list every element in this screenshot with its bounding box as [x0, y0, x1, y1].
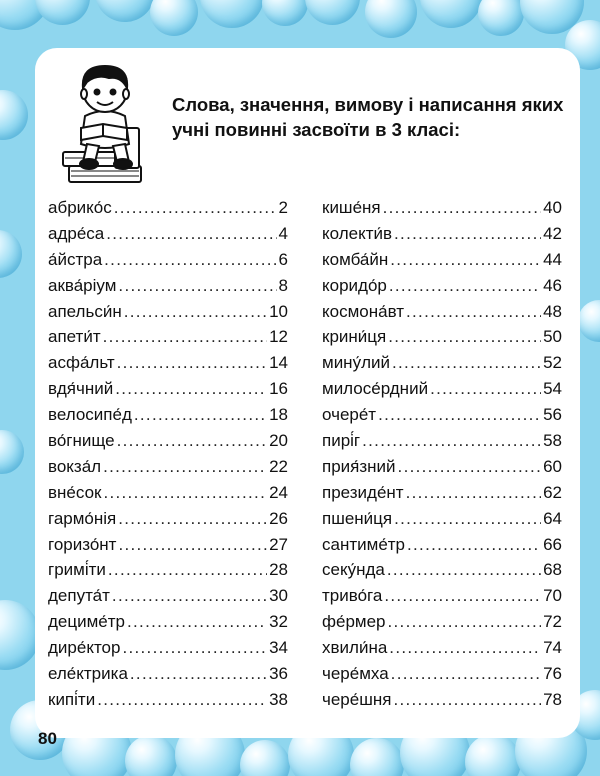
index-entry: [322, 276, 562, 302]
index-entry: [48, 483, 288, 509]
dot-leader: [394, 224, 541, 244]
index-entry: [322, 664, 562, 690]
index-entry: [322, 379, 562, 405]
index-page-number: 68: [543, 560, 562, 580]
index-word: дециме́тр: [48, 612, 125, 632]
bubble-decoration: [200, 0, 264, 28]
dot-leader: [97, 690, 267, 710]
dot-leader: [106, 224, 276, 244]
dot-leader: [378, 405, 541, 425]
index-page-number: 4: [278, 223, 288, 243]
index-word: прия́зний: [322, 456, 396, 476]
index-page-number: 56: [543, 405, 562, 425]
dot-leader: [118, 276, 276, 296]
index-entry: [48, 638, 288, 664]
index-word: хвили́на: [322, 638, 388, 658]
bubble-decoration: [150, 0, 198, 36]
dot-leader: [114, 198, 277, 218]
index-entry: [322, 509, 562, 535]
index-entry: [48, 457, 288, 483]
boy-reading-illustration: [57, 58, 167, 186]
index-word: гармо́нія: [48, 508, 117, 528]
index-word: колекти́в: [322, 223, 393, 243]
index-entry: [48, 250, 288, 276]
bubble-decoration: [35, 0, 90, 25]
index-page-number: 10: [269, 301, 288, 321]
index-page-number: 66: [543, 534, 562, 554]
index-word: фе́рмер: [322, 612, 386, 632]
dot-leader: [118, 509, 267, 529]
index-word: чере́мха: [322, 664, 389, 684]
bubble-decoration: [305, 0, 360, 25]
dot-leader: [124, 302, 267, 322]
index-word: абрико́с: [48, 198, 112, 217]
index-word: чере́шня: [322, 689, 392, 709]
index-page-number: 12: [269, 327, 288, 347]
index-word: комба́йн: [322, 249, 389, 269]
index-entry: [48, 276, 288, 302]
dot-leader: [393, 690, 541, 710]
index-page-number: 42: [543, 223, 562, 243]
dot-leader: [394, 509, 541, 529]
index-word: гримі́ти: [48, 560, 106, 580]
index-page-number: 26: [269, 508, 288, 528]
index-page-number: 18: [269, 405, 288, 425]
index-page-number: 40: [543, 198, 562, 217]
index-entry: [322, 612, 562, 638]
bubble-decoration: [0, 230, 22, 278]
dot-leader: [391, 664, 541, 684]
bubble-decoration: [420, 0, 482, 28]
index-page-number: 72: [543, 612, 562, 632]
index-word: секу́нда: [322, 560, 385, 580]
dot-leader: [108, 560, 267, 580]
index-page-number: 8: [278, 275, 288, 295]
index-word: космона́вт: [322, 301, 405, 321]
index-entry: [322, 224, 562, 250]
word-index-right-column: [322, 198, 562, 716]
dot-leader: [130, 664, 267, 684]
dot-leader: [118, 535, 267, 555]
index-page-number: 24: [269, 482, 288, 502]
dot-leader: [127, 612, 267, 632]
index-entry: [48, 560, 288, 586]
index-entry: [322, 353, 562, 379]
dot-leader: [389, 276, 541, 296]
bubble-decoration: [350, 738, 404, 776]
index-page-number: 16: [269, 379, 288, 399]
index-word: триво́га: [322, 586, 383, 606]
index-entry: [322, 638, 562, 664]
index-page-number: 36: [269, 664, 288, 684]
index-page-number: 2: [278, 198, 288, 217]
index-entry: [48, 224, 288, 250]
index-word: очере́т: [322, 405, 377, 425]
index-entry: [322, 690, 562, 716]
bubble-decoration: [0, 600, 40, 670]
index-word: сантиме́тр: [322, 534, 406, 554]
index-entry: [322, 302, 562, 328]
index-word: горизо́нт: [48, 534, 117, 554]
bubble-decoration: [125, 735, 177, 776]
index-word: президе́нт: [322, 482, 404, 502]
dot-leader: [387, 560, 541, 580]
index-page-number: 64: [543, 508, 562, 528]
dot-leader: [134, 405, 267, 425]
index-word: апети́т: [48, 327, 101, 347]
index-entry: [322, 198, 562, 224]
dot-leader: [362, 431, 541, 451]
index-entry: [48, 198, 288, 224]
index-entry: [322, 535, 562, 561]
bubble-decoration: [262, 0, 308, 26]
index-entry: [48, 509, 288, 535]
index-page-number: 44: [543, 249, 562, 269]
title-line-2: учні повинні засвоїти в 3 класі:: [172, 119, 461, 140]
index-entry: [48, 535, 288, 561]
index-entry: [322, 431, 562, 457]
index-page-number: 60: [543, 456, 562, 476]
bubble-decoration: [0, 90, 28, 140]
index-word: пшени́ця: [322, 508, 393, 528]
page-number: 80: [38, 729, 57, 748]
index-page-number: 14: [269, 353, 288, 373]
index-entry: [322, 457, 562, 483]
index-word: вне́сок: [48, 482, 102, 502]
index-page-number: 27: [269, 534, 288, 554]
index-page-number: 34: [269, 638, 288, 658]
index-word: кипі́ти: [48, 689, 96, 709]
index-word: мину́лий: [322, 353, 390, 373]
index-word: милосе́рдний: [322, 379, 429, 399]
index-page-number: 74: [543, 638, 562, 658]
index-entry: [48, 431, 288, 457]
bubble-decoration: [240, 740, 290, 776]
dot-leader: [117, 353, 267, 373]
dot-leader: [104, 250, 276, 270]
index-entry: [48, 353, 288, 379]
index-word: еле́ктрика: [48, 664, 128, 684]
index-entry: [48, 405, 288, 431]
dot-leader: [103, 457, 267, 477]
index-word: дире́ктор: [48, 638, 121, 658]
index-word: депута́т: [48, 586, 110, 606]
dot-leader: [122, 638, 267, 658]
dot-leader: [112, 586, 267, 606]
index-word: крини́ця: [322, 327, 387, 347]
dot-leader: [103, 483, 267, 503]
dot-leader: [117, 431, 267, 451]
index-entry: [322, 250, 562, 276]
index-page-number: 28: [269, 560, 288, 580]
index-page-number: 32: [269, 612, 288, 632]
dot-leader: [103, 327, 267, 347]
index-entry: [48, 379, 288, 405]
index-entry: [48, 586, 288, 612]
dot-leader: [384, 586, 541, 606]
index-word: а́йстра: [48, 249, 103, 269]
index-word: асфа́льт: [48, 353, 115, 373]
word-index-left-column: [48, 198, 288, 716]
dot-leader: [430, 379, 541, 399]
dot-leader: [383, 198, 541, 218]
index-page-number: 70: [543, 586, 562, 606]
dot-leader: [388, 612, 542, 632]
index-word: велосипе́д: [48, 405, 132, 425]
index-entry: [322, 483, 562, 509]
index-word: адре́са: [48, 223, 105, 243]
index-page-number: 38: [269, 689, 288, 709]
index-page-number: 22: [269, 456, 288, 476]
index-entry: [48, 612, 288, 638]
index-word: пирі́г: [322, 431, 361, 451]
index-entry: [322, 560, 562, 586]
index-page-number: 54: [543, 379, 562, 399]
bubble-decoration: [0, 430, 24, 474]
index-page-number: 20: [269, 431, 288, 451]
index-entry: [48, 302, 288, 328]
index-entry: [48, 327, 288, 353]
index-word: кише́ня: [322, 198, 381, 217]
index-page-number: 48: [543, 301, 562, 321]
dot-leader: [398, 457, 542, 477]
index-word: во́гнище: [48, 431, 115, 451]
index-page-number: 78: [543, 689, 562, 709]
index-word: вдя́чний: [48, 379, 114, 399]
index-page-number: 30: [269, 586, 288, 606]
index-entry: [48, 664, 288, 690]
dot-leader: [390, 250, 541, 270]
index-page-number: 76: [543, 664, 562, 684]
index-entry: [48, 690, 288, 716]
index-page-number: 52: [543, 353, 562, 373]
title-line-1: Слова, значення, вимову і написання яких: [172, 94, 564, 115]
page-title: [172, 92, 572, 142]
index-word: апельси́н: [48, 301, 122, 321]
index-page-number: 46: [543, 275, 562, 295]
index-word: аква́ріум: [48, 275, 117, 295]
dot-leader: [389, 638, 541, 658]
dot-leader: [406, 483, 541, 503]
index-entry: [322, 405, 562, 431]
index-page-number: 58: [543, 431, 562, 451]
bubble-decoration: [365, 0, 417, 38]
index-word: вокза́л: [48, 456, 102, 476]
dot-leader: [407, 535, 541, 555]
index-entry: [322, 586, 562, 612]
index-page-number: 50: [543, 327, 562, 347]
dot-leader: [406, 302, 541, 322]
bubble-decoration: [578, 300, 600, 342]
bubble-decoration: [478, 0, 524, 36]
dot-leader: [115, 379, 267, 399]
index-page-number: 6: [278, 249, 288, 269]
bubble-decoration: [465, 734, 521, 776]
index-word: коридо́р: [322, 275, 387, 295]
index-entry: [322, 327, 562, 353]
bubble-decoration: [95, 0, 155, 22]
index-page-number: 62: [543, 482, 562, 502]
dot-leader: [392, 353, 541, 373]
dot-leader: [388, 327, 541, 347]
